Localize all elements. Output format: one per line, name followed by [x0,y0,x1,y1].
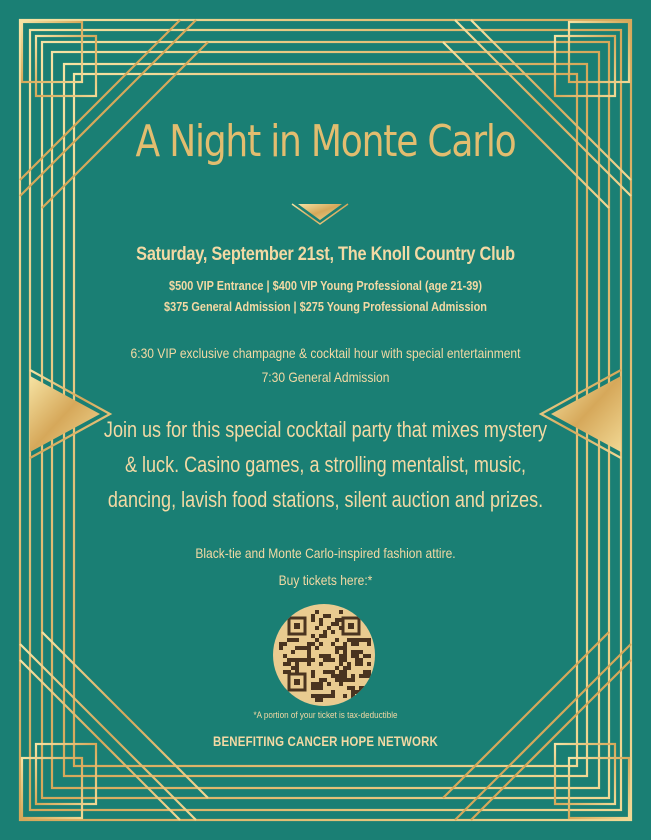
schedule-vip: 6:30 VIP exclusive champagne & cocktail hour with special entertainment [130,345,521,361]
attire-note: Black-tie and Monte Carlo-inspired fashion attire. [195,545,456,561]
description-line: dancing, lavish food stations, silent auction and prizes. [107,487,544,512]
beneficiary-line: BENEFITING CANCER HOPE NETWORK [213,733,438,749]
buy-tickets-label: Buy tickets here:* [278,572,373,588]
page-title: A Night in Monte Carlo [135,116,516,167]
pricing-line-general: $375 General Admission | $275 Young Professional Admission [164,299,487,314]
pricing-line-vip: $500 VIP Entrance | $400 VIP Young Professional (age 21-39) [168,278,483,293]
event-date-venue: Saturday, September 21st, The Knoll Country Club [136,244,515,265]
description-line: & luck. Casino games, a strolling mentalist, music, [124,452,527,477]
description-line: Join us for this special cocktail party that mixes mystery [103,417,548,442]
qr-code-icon[interactable] [273,604,375,706]
tax-deductible-note: *A portion of your ticket is tax-deductible [253,710,398,720]
schedule-general: 7:30 General Admission [261,369,390,385]
